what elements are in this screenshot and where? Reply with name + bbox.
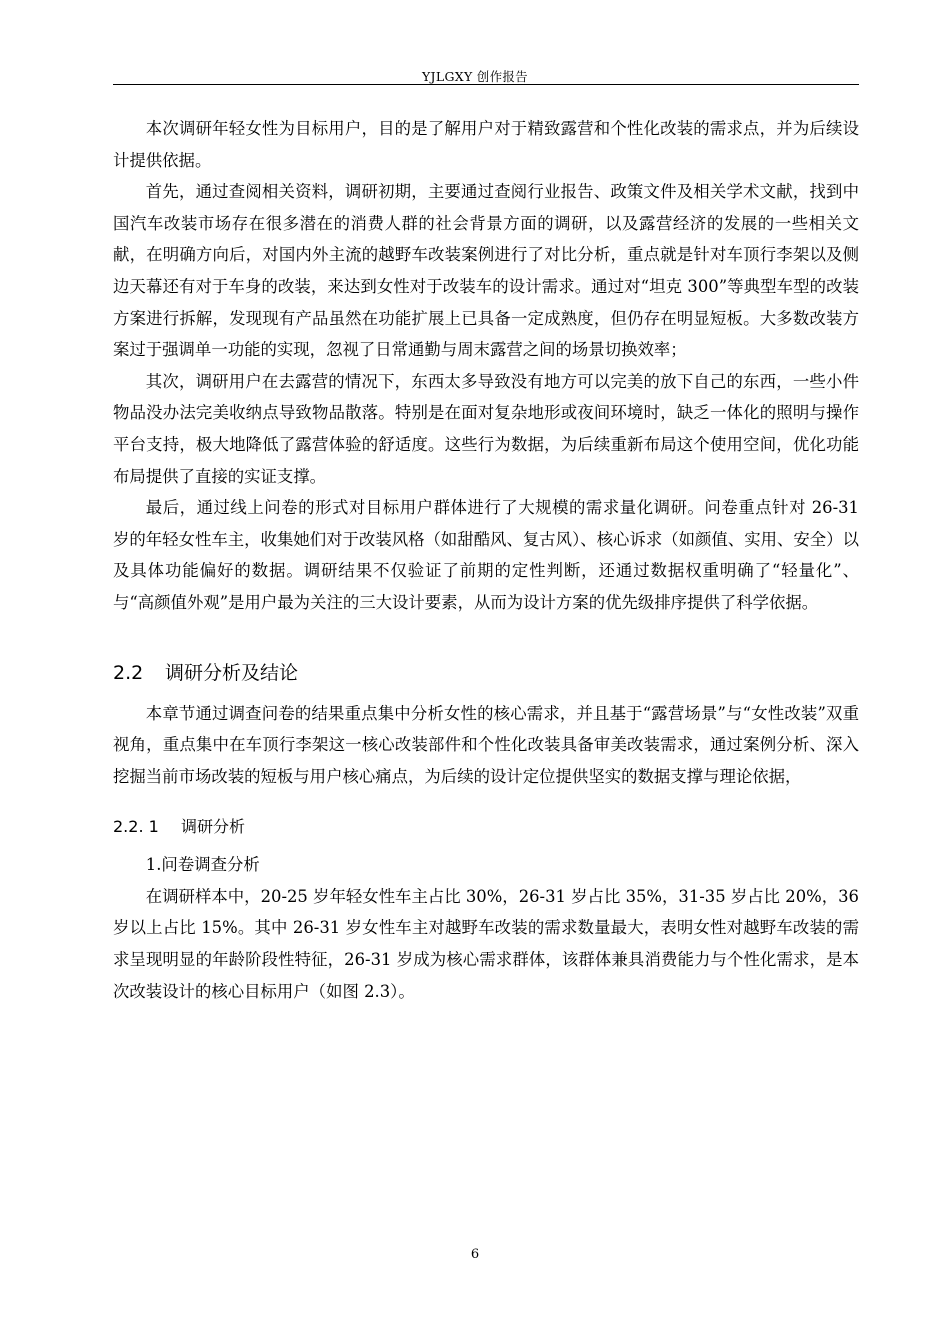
subsection-heading-2-2-1 — [113, 813, 859, 841]
page-body — [113, 113, 859, 1007]
questionnaire-paragraph: 在调研样本中，20-25 岁年轻女性车主占比 30%，26-31 岁占比 35%，31-35 岁占比 20%，36 岁以上占比 15%。其中 26-31 岁女性车主对越野车改装的需求数量最大，表明女性对越野车改装的需求呈现明显的年龄阶段性特征，26-31 岁成为核心需求群体，该群体兼具消费能力与个性化需求，是本次改装设计的核心目标用户（如图 2.3）。 — [113, 886, 859, 1001]
section-2-2-paragraph: 本章节通过调查问卷的结果重点集中分析女性的核心需求，并且基于“露营场景”与“女性改装”双重视角，重点集中在车顶行李架这一核心改装部件和个性化改装具备审美改装需求，通过案例分析、深入挖掘当前市场改装的短板与用户核心痛点，为后续的设计定位提供坚实的数据支撑与理论依据， — [113, 703, 859, 786]
section-title: 调研分析及结论 — [165, 661, 299, 684]
questionnaire-subheading: 1.问卷调查分析 — [145, 855, 260, 875]
header-divider — [113, 84, 859, 85]
body-paragraph-second: 其次，调研用户在去露营的情况下，东西太多导致没有地方可以完美的放下自己的东西，一些小件物品没办法完美收纳点导致物品散落。特别是在面对复杂地形或夜间环境时，缺乏一体化的照明与操作平台支持，极大地降低了露营体验的舒适度。这些行为数据，为后续重新布局这个使用空间，优化功能布局提供了直接的实证支撑。 — [113, 371, 859, 486]
subsection-title: 调研分析 — [181, 817, 246, 837]
page-number: 6 — [470, 1247, 480, 1262]
subsection-number: 2.2. 1 — [113, 817, 159, 837]
body-paragraph-intro: 本次调研年轻女性为目标用户，目的是了解用户对于精致露营和个性化改装的需求点，并为后续设计提供依据。 — [113, 119, 859, 170]
body-paragraph-last: 最后，通过线上问卷的形式对目标用户群体进行了大规模的需求量化调研。问卷重点针对 26-31 岁的年轻女性车主，收集她们对于改装风格（如甜酷风、复古风）、核心诉求（如颜值、实用、安全）以及具体功能偏好的数据。调研结果不仅验证了前期的定性判断，还通过数据权重明确了“轻量化”、与“高颜值外观”是用户最为关注的三大设计要素，从而为设计方案的优先级排序提供了科学依据。 — [113, 498, 859, 612]
section-heading-2-2 — [113, 657, 859, 689]
running-header: YJLGXY 创作报告 — [422, 69, 528, 84]
section-number: 2.2 — [113, 661, 144, 684]
body-paragraph-first: 首先，通过查阅相关资料，调研初期，主要通过查阅行业报告、政策文件及相关学术文献，找到中国汽车改装市场存在很多潜在的消费人群的社会背景方面的调研，以及露营经济的发展的一些相关文献，在明确方向后，对国内外主流的越野车改装案例进行了对比分析，重点就是针对车顶行李架以及侧边天幕还有对于车身的改装，来达到女性对于改装车的设计需求。通过对“坦克 300”等典型车型的改装方案进行拆解，发现现有产品虽然在功能扩展上已具备一定成熟度，但仍存在明显短板。大多数改装方案过于强调单一功能的实现，忽视了日常通勤与周末露营之间的场景切换效率； — [113, 182, 859, 360]
